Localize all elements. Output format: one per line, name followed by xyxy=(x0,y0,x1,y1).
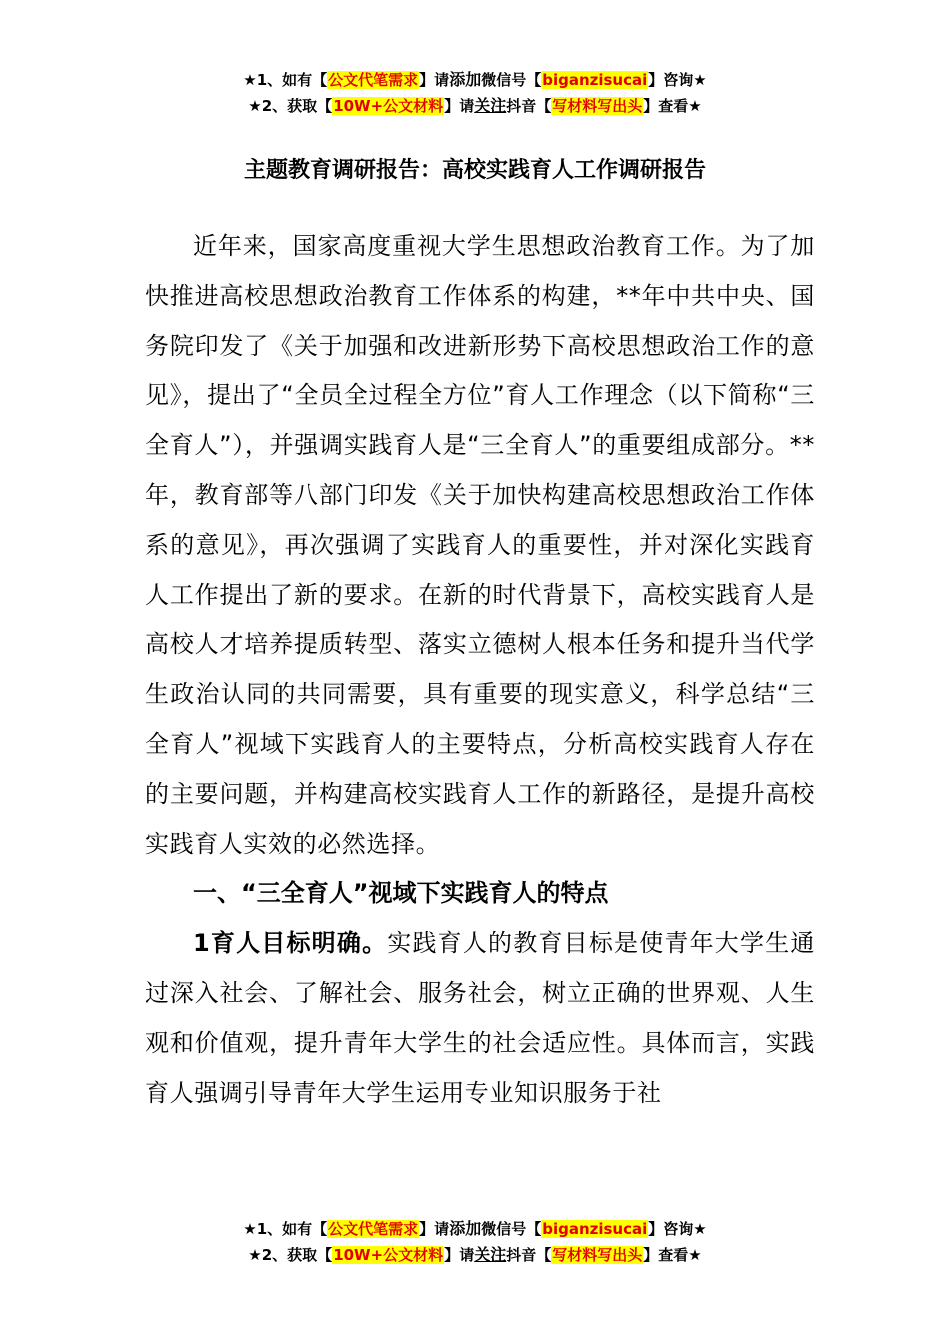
footer-highlight-materials: 10W+公文材料 xyxy=(333,1246,444,1264)
banner-line-1: ★1、如有【公文代笔需求】请添加微信号【biganzisucai】咨询★ xyxy=(243,70,707,89)
document-body xyxy=(145,222,815,1118)
footer-banner-line-2: ★2、获取【10W+公文材料】请关注抖音【写材料写出头】查看★ xyxy=(248,1245,702,1264)
section-heading-1: 一、“三全育人”视域下实践育人的特点 xyxy=(193,879,609,908)
banner-line-2: ★2、获取【10W+公文材料】请关注抖音【写材料写出头】查看★ xyxy=(248,96,702,115)
intro-paragraph: 近年来，国家高度重视大学生思想政治教育工作。为了加快推进高校思想政治教育工作体系的构建，**年中共中央、国务院印发了《关于加强和改进新形势下高校思想政治工作的意见》，提出了“全员全过程全方位”育人工作理念（以下简称“三全育人”），并强调实践育人是“三全育人”的重要组成部分。**年，教育部等八部门印发《关于加快构建高校思想政治工作体系的意见》，再次强调了实践育人的重要性，并对深化实践育人工作提出了新的要求。在新的时代背景下，高校实践育人是高校人才培养提质转型、落实立德树人根本任务和提升当代学生政治认同的共同需要，具有重要的现实意义，科学总结“三全育人”视域下实践育人的主要特点，分析高校实践育人存在的主要问题，并构建高校实践育人工作的新路径，是提升高校实践育人实效的必然选择。 xyxy=(145,232,815,858)
highlight-ghostwriting: 公文代笔需求 xyxy=(328,71,419,89)
document-title: 主题教育调研报告：高校实践育人工作调研报告 xyxy=(243,158,706,183)
footer-banner-line-1: ★1、如有【公文代笔需求】请添加微信号【biganzisucai】咨询★ xyxy=(243,1219,707,1238)
footer-banner xyxy=(0,1216,950,1268)
footer-highlight-wechat-id: biganzisucai xyxy=(542,1220,648,1238)
point-1-lead: 1育人目标明确。 xyxy=(193,929,388,958)
header-banner xyxy=(0,67,950,119)
highlight-materials: 10W+公文材料 xyxy=(333,97,444,115)
highlight-douyin: 写材料写出头 xyxy=(552,97,643,115)
point-1-paragraph xyxy=(145,919,815,1118)
highlight-wechat-id: biganzisucai xyxy=(542,71,648,89)
point-1-text: 实践育人的教育目标是使青年大学生通过深入社会、了解社会、服务社会，树立正确的世界观、人生观和价值观，提升青年大学生的社会适应性。具体而言，实践育人强调引导青年大学生运用专业知识服务于社 xyxy=(145,929,815,1107)
footer-highlight-ghostwriting: 公文代笔需求 xyxy=(328,1220,419,1238)
footer-highlight-douyin: 写材料写出头 xyxy=(552,1246,643,1264)
